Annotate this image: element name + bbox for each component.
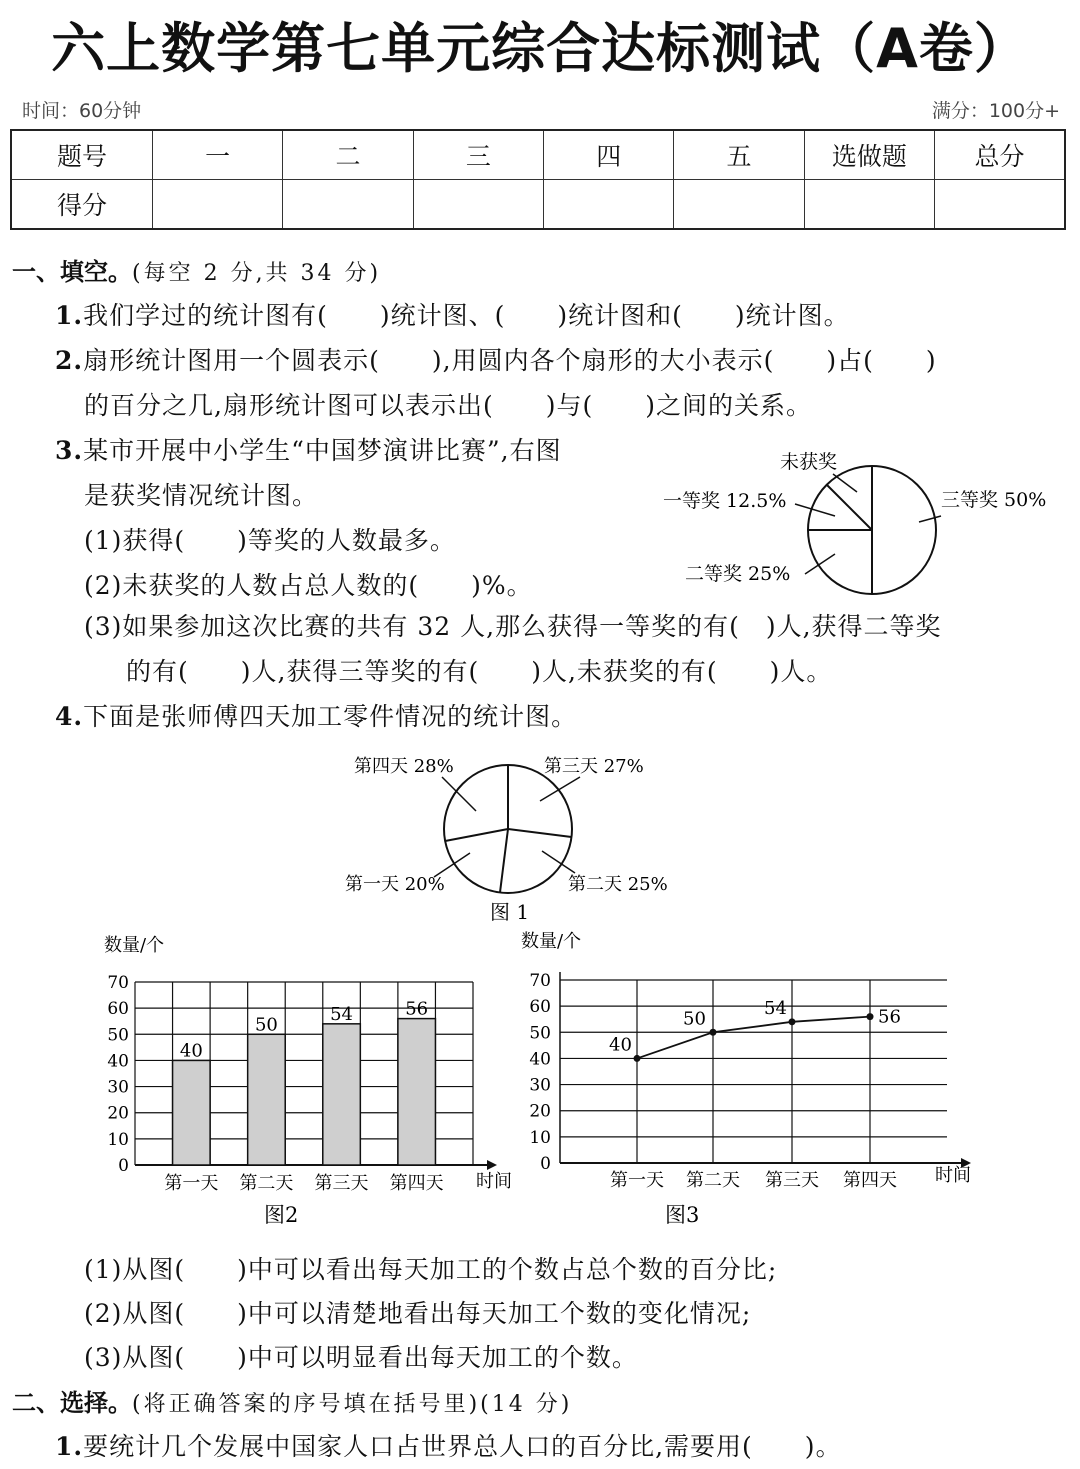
question-number: 1. bbox=[55, 301, 84, 330]
y-tick-label: 30 bbox=[529, 1075, 551, 1096]
question-4 bbox=[55, 697, 577, 733]
pie-label-second: 二等奖 25% bbox=[685, 563, 791, 585]
figure-2-bar-chart bbox=[90, 925, 530, 1235]
score-table bbox=[10, 129, 1066, 230]
fig1-pie bbox=[444, 765, 572, 893]
question-4-sub-2: (2)从图( )中可以清楚地看出每天加工个数的变化情况; bbox=[84, 1299, 752, 1328]
x-tick-label: 第一天 bbox=[164, 1173, 219, 1194]
score-entry[interactable] bbox=[413, 180, 543, 230]
question-3-sub-2: (2)未获奖的人数占总人数的( )%。 bbox=[84, 571, 533, 600]
fig2-caption: 图2 bbox=[264, 1203, 299, 1227]
score-cell: 得分 bbox=[11, 180, 153, 230]
pie-label-none: 未获奖 bbox=[780, 451, 838, 473]
fig1-caption: 图 1 bbox=[490, 900, 530, 924]
score-table-header-row bbox=[11, 130, 1065, 180]
x-tick-label: 第三天 bbox=[314, 1173, 369, 1194]
question-text: 我们学过的统计图有( )统计图、( )统计图和( )统计图。 bbox=[83, 301, 850, 330]
section-2-heading bbox=[12, 1383, 572, 1418]
score-entry[interactable] bbox=[804, 180, 934, 230]
question-number: 1. bbox=[55, 1432, 84, 1461]
bar-value-label: 56 bbox=[405, 998, 429, 1020]
score-cell: 一 bbox=[153, 130, 283, 180]
y-tick-label: 70 bbox=[529, 971, 551, 991]
time-limit: 时间：60分钟 bbox=[22, 100, 142, 122]
page-title: 六上数学第七单元综合达标测试（A卷） bbox=[51, 17, 1029, 80]
bar-第一天 bbox=[173, 1060, 211, 1165]
score-cell: 四 bbox=[544, 130, 674, 180]
section-2-question-1 bbox=[55, 1427, 842, 1463]
data-point-第三天 bbox=[789, 1018, 796, 1025]
question-3 bbox=[55, 431, 562, 467]
x-axis-arrow bbox=[487, 1160, 497, 1170]
question-3-sub-3: (3)如果参加这次比赛的共有 32 人,那么获得一等奖的有( )人,获得二等奖 bbox=[84, 612, 942, 641]
fig1-label-day2: 第二天 25% bbox=[568, 874, 668, 895]
y-tick-label: 0 bbox=[540, 1154, 551, 1174]
fig3-plot bbox=[529, 971, 971, 1191]
score-cell: 选做题 bbox=[804, 130, 934, 180]
point-value-label: 54 bbox=[764, 997, 787, 1019]
y-tick-label: 30 bbox=[107, 1077, 129, 1098]
award-pie-chart bbox=[645, 432, 1070, 597]
score-entry[interactable] bbox=[935, 180, 1065, 230]
bar-第三天 bbox=[323, 1024, 361, 1165]
score-cell: 题号 bbox=[11, 130, 153, 180]
section-1-title: 一、填空。 bbox=[12, 258, 132, 286]
fig3-ylabel: 数量/个 bbox=[521, 931, 582, 952]
score-entry[interactable] bbox=[283, 180, 413, 230]
question-text: 某市开展中小学生“中国梦演讲比赛”,右图 bbox=[83, 436, 562, 465]
point-value-label: 40 bbox=[609, 1034, 632, 1056]
score-entry[interactable] bbox=[153, 180, 283, 230]
question-3-sub-1: (1)获得( )等奖的人数最多。 bbox=[84, 526, 456, 555]
data-point-第四天 bbox=[867, 1013, 874, 1020]
point-value-label: 50 bbox=[683, 1008, 706, 1030]
score-table-score-row bbox=[11, 180, 1065, 230]
y-tick-label: 20 bbox=[529, 1101, 551, 1122]
bar-第四天 bbox=[398, 1019, 436, 1165]
question-3-sub-3-cont: 的有( )人,获得三等奖的有( )人,未获奖的有( )人。 bbox=[126, 657, 833, 686]
question-number: 4. bbox=[55, 702, 84, 731]
section-2-note: (将正确答案的序号填在括号里)(14 分) bbox=[132, 1392, 573, 1417]
score-cell: 五 bbox=[674, 130, 804, 180]
y-tick-label: 60 bbox=[107, 999, 129, 1020]
data-point-第一天 bbox=[634, 1055, 641, 1062]
full-score: 满分：100分+ bbox=[931, 100, 1060, 122]
question-text: 下面是张师傅四天加工零件情况的统计图。 bbox=[83, 702, 578, 731]
bar-第二天 bbox=[248, 1034, 286, 1165]
score-cell: 三 bbox=[413, 130, 543, 180]
point-value-label: 56 bbox=[878, 1006, 901, 1028]
fig3-xlabel: 时间 bbox=[935, 1165, 971, 1186]
fig1-label-day3: 第三天 27% bbox=[544, 756, 644, 777]
bar-value-label: 40 bbox=[179, 1040, 203, 1062]
question-number: 3. bbox=[55, 436, 84, 465]
x-tick-label: 第三天 bbox=[765, 1170, 819, 1191]
figure-3-line-chart bbox=[515, 925, 985, 1235]
y-tick-label: 0 bbox=[118, 1156, 129, 1176]
y-tick-label: 40 bbox=[107, 1051, 129, 1072]
y-tick-label: 70 bbox=[107, 973, 129, 993]
score-cell: 总分 bbox=[935, 130, 1065, 180]
x-tick-label: 第四天 bbox=[843, 1170, 897, 1191]
series-line bbox=[637, 1017, 870, 1059]
question-text: 扇形统计图用一个圆表示( ),用圆内各个扇形的大小表示( )占( ) bbox=[83, 346, 937, 375]
fig3-caption: 图3 bbox=[665, 1203, 700, 1227]
x-tick-label: 第一天 bbox=[610, 1170, 664, 1191]
data-point-第二天 bbox=[710, 1029, 717, 1036]
fig1-label-day1: 第一天 20% bbox=[345, 874, 445, 895]
score-cell: 二 bbox=[283, 130, 413, 180]
fig2-ylabel: 数量/个 bbox=[104, 935, 165, 956]
y-tick-label: 20 bbox=[107, 1103, 129, 1124]
y-tick-label: 60 bbox=[529, 997, 551, 1018]
score-entry[interactable] bbox=[674, 180, 804, 230]
bar-value-label: 50 bbox=[254, 1014, 278, 1036]
score-entry[interactable] bbox=[544, 180, 674, 230]
x-tick-label: 第四天 bbox=[389, 1173, 444, 1194]
y-tick-label: 10 bbox=[107, 1129, 129, 1150]
pie-label-third: 三等奖 50% bbox=[941, 489, 1047, 511]
figure-1-pie-chart bbox=[330, 745, 710, 930]
question-2-line-2: 的百分之几,扇形统计图可以表示出( )与( )之间的关系。 bbox=[84, 391, 812, 420]
section-1-note: (每空 2 分,共 34 分) bbox=[132, 261, 382, 286]
award-pie bbox=[808, 466, 936, 594]
pie-label-first: 一等奖 12.5% bbox=[663, 490, 787, 512]
question-4-sub-3: (3)从图( )中可以明显看出每天加工的个数。 bbox=[84, 1343, 638, 1372]
question-4-sub-1: (1)从图( )中可以看出每天加工的个数占总个数的百分比; bbox=[84, 1255, 778, 1284]
y-tick-label: 50 bbox=[529, 1023, 551, 1044]
question-number: 2. bbox=[55, 346, 84, 375]
y-tick-label: 40 bbox=[529, 1049, 551, 1070]
question-3-line-2: 是获奖情况统计图。 bbox=[84, 481, 319, 510]
question-text: 要统计几个发展中国家人口占世界总人口的百分比,需要用( )。 bbox=[83, 1432, 842, 1461]
fig2-xlabel: 时间 bbox=[476, 1171, 512, 1192]
question-1 bbox=[55, 296, 850, 332]
x-tick-label: 第二天 bbox=[686, 1170, 740, 1191]
fig2-plot bbox=[107, 973, 497, 1194]
question-2 bbox=[55, 341, 937, 377]
fig1-label-day4: 第四天 28% bbox=[354, 756, 454, 777]
x-tick-label: 第二天 bbox=[239, 1173, 294, 1194]
y-tick-label: 50 bbox=[107, 1025, 129, 1046]
section-1-heading bbox=[12, 252, 381, 287]
section-2-title: 二、选择。 bbox=[12, 1389, 132, 1417]
bar-value-label: 54 bbox=[330, 1003, 354, 1025]
y-tick-label: 10 bbox=[529, 1127, 551, 1148]
